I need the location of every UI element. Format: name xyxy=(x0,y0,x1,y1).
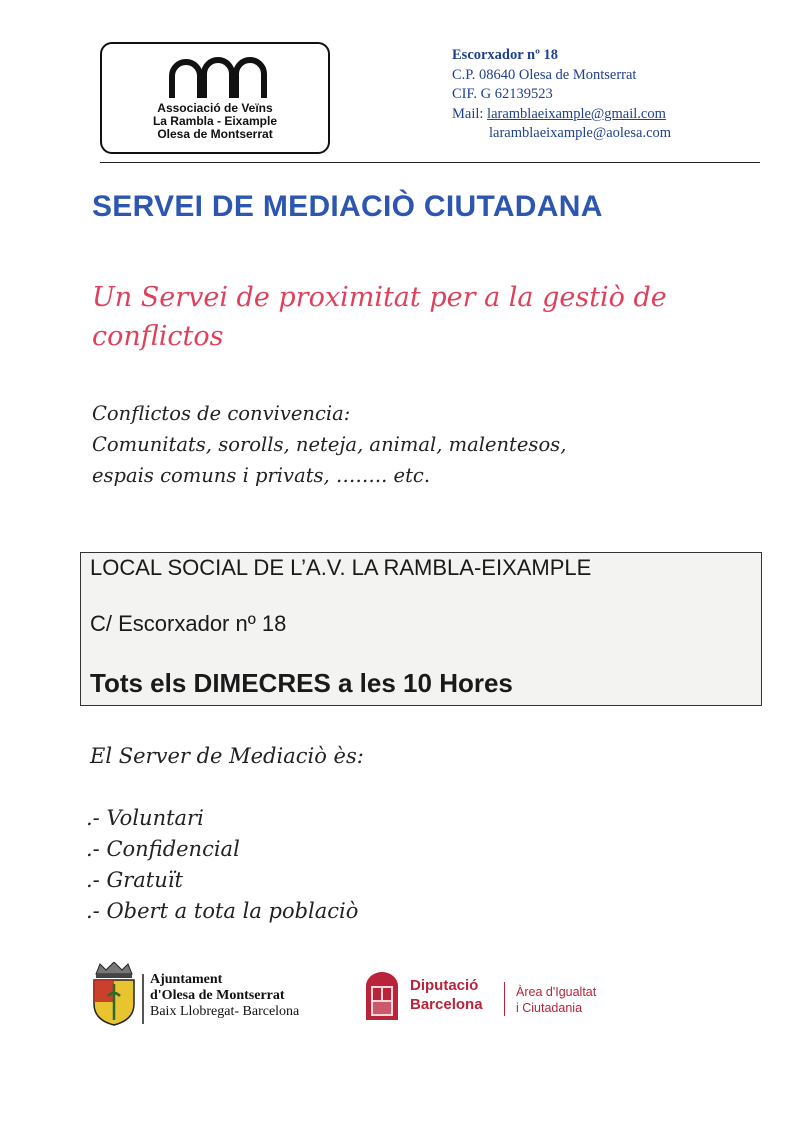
conflicts-heading: Conflictos de convivencia: xyxy=(92,402,351,425)
contact-info xyxy=(452,46,752,144)
service-heading: El Server de Mediaciò ès: xyxy=(90,744,364,768)
info-box xyxy=(80,552,762,706)
diputacio-area-1: Àrea d'Igualtat xyxy=(516,985,597,999)
olesa-logo xyxy=(90,962,360,1026)
diputacio-logo xyxy=(360,970,620,1030)
contact-cif: CIF. G 62139523 xyxy=(452,86,553,102)
address-text: C/ Escorxador nº 18 xyxy=(90,611,287,636)
features-list xyxy=(86,803,358,927)
page-subtitle: Un Servei de proximitat per a la gestiò de conflictos xyxy=(92,282,667,352)
location-text: LOCAL SOCIAL DE L’A.V. LA RAMBLA-EIXAMPLE xyxy=(90,555,592,580)
diputacio-name xyxy=(410,976,483,1014)
coat-of-arms-icon xyxy=(90,962,138,1026)
association-logo xyxy=(100,42,330,154)
olesa-line-1: Ajuntament xyxy=(150,972,223,987)
email-link-1[interactable]: laramblaeixample@gmail.com xyxy=(487,105,666,122)
diputacio-divider xyxy=(504,982,505,1016)
list-item: .- Voluntari xyxy=(86,806,204,830)
association-line-3: Olesa de Montserrat xyxy=(157,127,273,141)
page-title: SERVEI DE MEDIACIÒ CIUTADANA xyxy=(92,190,603,223)
header-divider xyxy=(100,162,760,163)
diputacio-line-1: Diputació xyxy=(410,977,479,994)
conflicts-line-2: Comunitats, sorolls, neteja, animal, malentesos, xyxy=(92,433,567,456)
association-line-1: Associació de Veïns xyxy=(157,101,273,115)
conflicts-section xyxy=(92,398,772,491)
olesa-divider xyxy=(142,974,144,1024)
contact-postal: C.P. 08640 Olesa de Montserrat xyxy=(452,66,637,83)
arches-icon xyxy=(166,54,270,100)
association-line-2: La Rambla - Eixample xyxy=(152,114,278,128)
diputacio-line-2: Barcelona xyxy=(410,996,483,1013)
contact-mail-row xyxy=(452,105,752,125)
olesa-line-3: Baix Llobregat- Barcelona xyxy=(150,1004,300,1019)
list-item: .- Confidencial xyxy=(86,837,240,861)
schedule-text: Tots els DIMECRES a les 10 Hores xyxy=(90,668,513,698)
diputacio-area-2: i Ciutadania xyxy=(516,1001,583,1015)
conflicts-line-3: espais comuns i privats, …….. etc. xyxy=(92,464,431,487)
list-item: .- Obert a tota la poblaciò xyxy=(86,899,359,923)
diputacio-emblem-icon xyxy=(362,972,402,1022)
olesa-text xyxy=(150,972,299,1020)
list-item: .- Gratuït xyxy=(86,868,183,892)
diputacio-area xyxy=(516,984,596,1016)
contact-street: Escorxador nº 18 xyxy=(452,47,559,63)
email-link-2[interactable]: laramblaeixample@aolesa.com xyxy=(489,125,672,141)
mail-label: Mail: xyxy=(452,105,484,122)
olesa-line-2: d'Olesa de Montserrat xyxy=(150,988,285,1003)
association-name xyxy=(102,102,328,141)
